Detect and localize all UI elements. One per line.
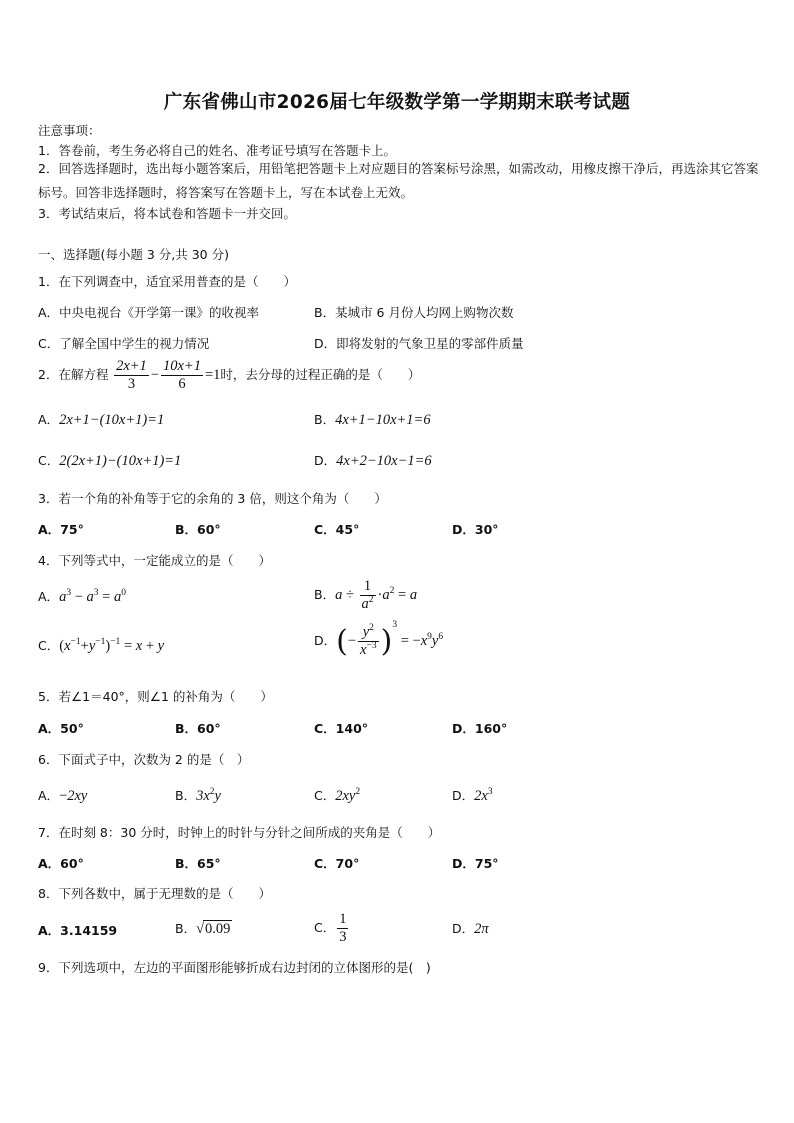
q1-option-d: D．即将发射的气象卫星的零部件质量 [314,336,524,351]
q7-option-c: C．70° [314,856,360,871]
q3-option-a: A．75° [38,522,84,537]
q8-option-b: B．√0.09 [175,921,231,937]
q7-option-a: A．60° [38,856,84,871]
section-heading: 一、选择题(每小题 3 分,共 30 分) [38,247,229,262]
q2-fraction-1: $\frac{2x+1}{3}$ [116,358,147,392]
q6-option-b: B．$3x^2y$ [175,787,221,804]
q7-stem: 7．在时刻 8：30 分时，时钟上的时针与分针之间所成的夹角是（ ） [38,825,441,840]
q1-option-a: A．中央电视台《开学第一课》的收视率 [38,305,260,320]
q3-option-c: C．45° [314,522,360,537]
q2-suffix: 时，去分母的过程正确的是（ ） [220,366,421,382]
q6-option-d: D．$2x^3$ [452,787,493,804]
q1-option-b: B．某城市 6 月份人均网上购物次数 [314,305,514,320]
q5-stem: 5．若∠1＝40°，则∠1 的补角为（ ） [38,689,273,704]
q4-option-c: C．$(x^{-1}+y^{-1})^{-1} = x + y$ [38,637,165,654]
q3-stem: 3．若一个角的补角等于它的余角的 3 倍，则这个角为（ ） [38,491,387,506]
q2-option-a: A．2x+1−(10x+1)=1 [38,412,165,428]
note-item-3: 3．考试结束后，将本试卷和答题卡一并交回。 [38,206,296,221]
notes-header: 注意事项： [38,123,101,138]
q8-option-c: C． $\frac{1}{3}$ [314,911,347,945]
q2-option-b: B．4x+1−10x+1=6 [314,412,431,428]
q5-option-d: D．160° [452,721,508,736]
q4-option-a: A．$a^3 - a^3 = a^0$ [38,588,126,605]
q3-option-d: D．30° [452,522,499,537]
q5-option-a: A．50° [38,721,84,736]
q8-stem: 8．下列各数中，属于无理数的是（ ） [38,886,271,901]
q6-stem: 6．下面式子中，次数为 2 的是（ ） [38,752,250,767]
q6-option-c: C．$2xy^2$ [314,787,361,804]
q1-stem: 1．在下列调查中，适宜采用普查的是（ ） [38,274,296,289]
q2-prefix: 2．在解方程 [38,366,109,382]
q5-option-b: B．60° [175,721,221,736]
q2-stem: 2．在解方程 $\frac{2x+1}{3}$ − $\frac{10x+1}{6}$ =1时，去分母的过程正确的是（ ） [38,358,421,392]
q7-option-d: D．75° [452,856,499,871]
q2-fraction-2: $\frac{10x+1}{6}$ [163,358,201,392]
note-item-1: 1．答卷前，考生务必将自己的姓名、准考证号填写在答题卡上。 [38,143,396,158]
q8-option-d: D．2π [452,921,489,937]
q4-stem: 4．下列等式中，一定能成立的是（ ） [38,553,271,568]
q9-stem: 9．下列选项中，左边的平面图形能够折成右边封闭的立体图形的是( ) [38,960,431,975]
q1-option-c: C．了解全国中学生的视力情况 [38,336,210,351]
q4-option-d: D．(− $\frac{y^2}{x^{-3}}$ )$^3 = -x^9y^6$ [314,619,444,659]
q5-option-c: C．140° [314,721,369,736]
q2-option-d: D．4x+2−10x−1=6 [314,453,432,469]
q7-option-b: B．65° [175,856,221,871]
q6-option-a: A．−2xy [38,788,88,804]
q2-option-c: C．2(2x+1)−(10x+1)=1 [38,453,182,469]
page-title: 广东省佛山市2026届七年级数学第一学期期末联考试题 [163,92,631,113]
q4-option-b: B．a ÷ $\frac{1}{a^2}$ $\cdot a^2 = a$ [314,578,418,612]
q3-option-b: B．60° [175,522,221,537]
q8-option-a: A．3.14159 [38,923,118,938]
note-item-2: 2．回答选择题时，选出每小题答案后，用铅笔把答题卡上对应题目的答案标号涂黑，如需改动，用橡皮擦干净后，再选涂其它答案标号。回答非选择题时，将答案写在答题卡上，写在本试卷上无效。 [38,161,759,200]
